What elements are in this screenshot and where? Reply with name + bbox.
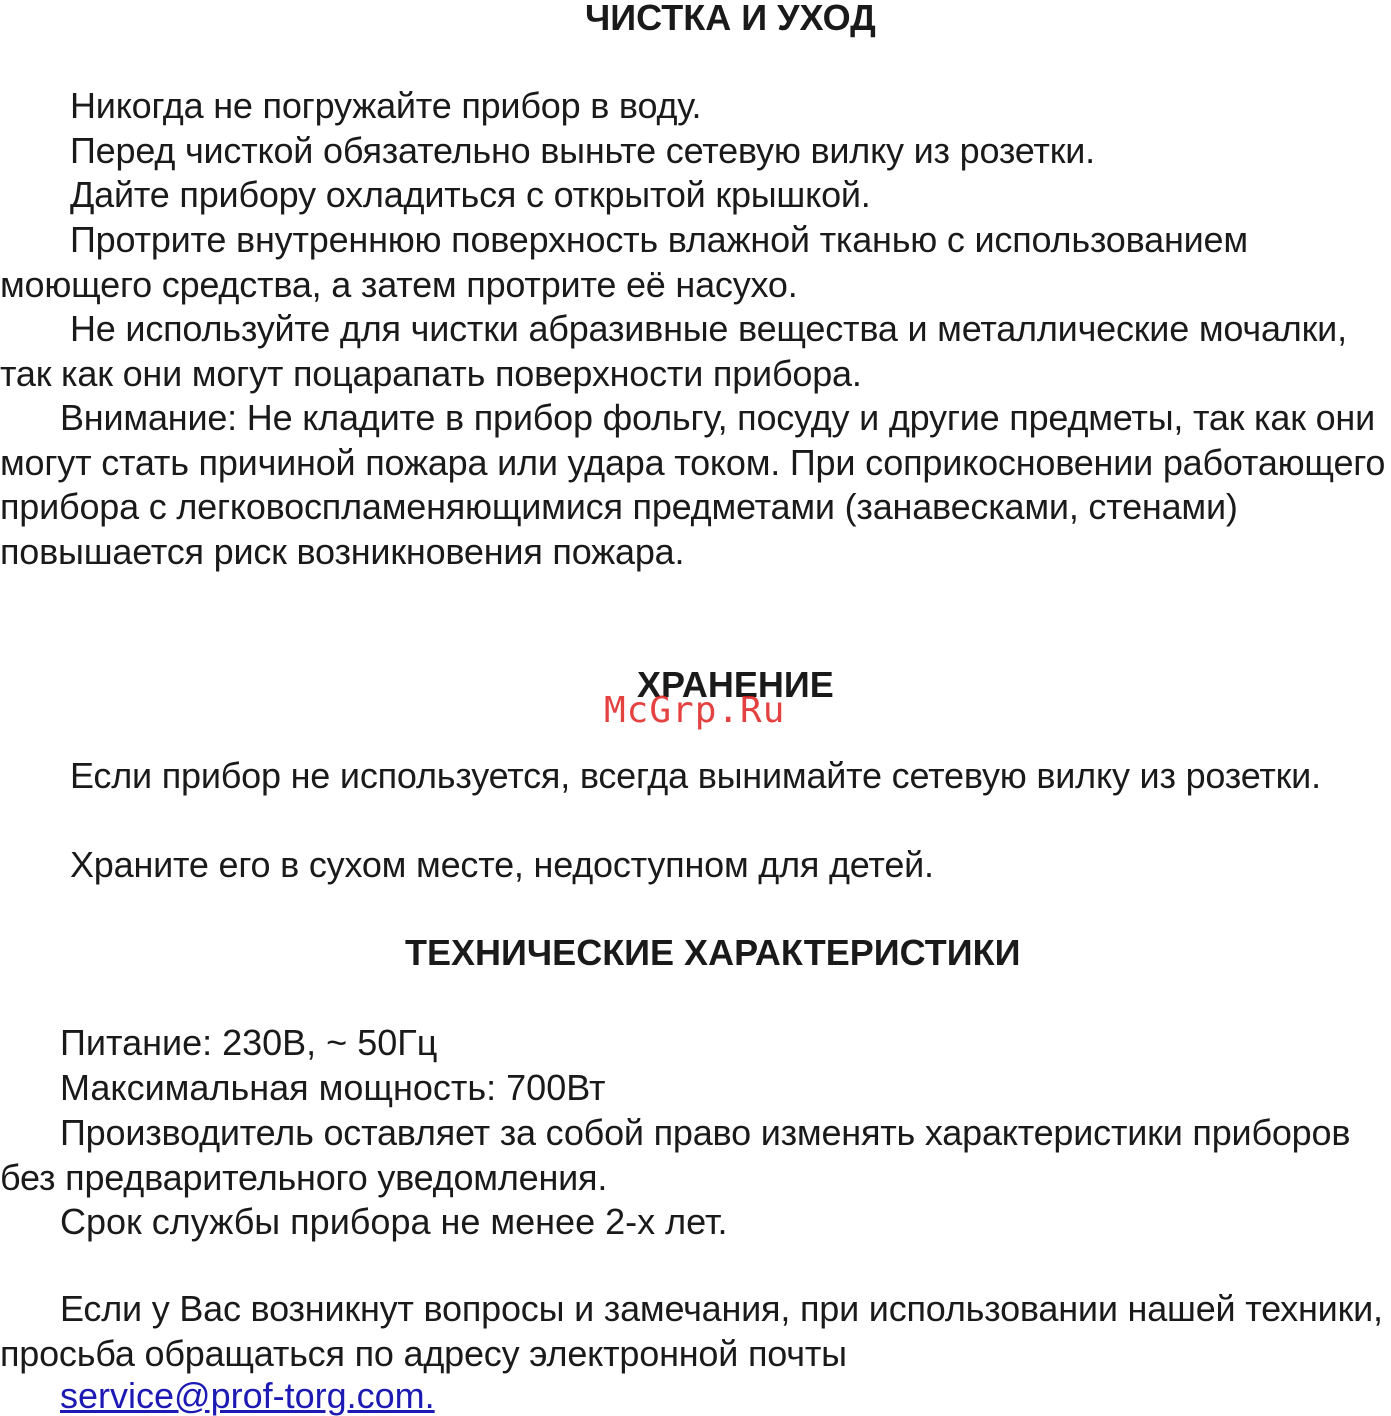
cleaning-paragraph-3: Дайте прибору охладиться с открытой крышкой. bbox=[70, 174, 871, 215]
cleaning-paragraph-2: Перед чисткой обязательно выньте сетевую вилку из розетки. bbox=[70, 130, 1095, 171]
cleaning-warning: Внимание: Не кладите в прибор фольгу, посуду и другие предметы, так как они могут стать причиной пожара или удара током. При соприкосновении работающего прибора с легковоспламеняющимися предметами (занавесками, стенами) повышается риск возникновения пожара. bbox=[0, 397, 1386, 572]
watermark: McGrp.Ru bbox=[604, 690, 786, 731]
spec-max-power: Максимальная мощность: 700Вт bbox=[60, 1067, 606, 1108]
spec-service-life: Срок службы прибора не менее 2-х лет. bbox=[60, 1201, 728, 1242]
spec-power-supply: Питание: 230В, ~ 50Гц bbox=[60, 1022, 438, 1063]
specs-title: ТЕХНИЧЕСКИЕ ХАРАКТЕРИСТИКИ bbox=[405, 932, 1021, 973]
spec-manufacturer-note: Производитель оставляет за собой право изменять характеристики приборов без предварительного уведомления. bbox=[0, 1112, 1351, 1198]
storage-paragraph-2: Храните его в сухом месте, недоступном для детей. bbox=[70, 844, 934, 885]
storage-paragraph-1: Если прибор не используется, всегда вынимайте сетевую вилку из розетки. bbox=[70, 755, 1321, 796]
email-link[interactable]: service@prof-torg.com. bbox=[60, 1375, 435, 1416]
contact-text: Если у Вас возникнут вопросы и замечания, при использовании нашей техники, просьба обращаться по адресу электронной почты bbox=[0, 1288, 1383, 1374]
storage-title: ХРАНЕНИЕ bbox=[637, 664, 834, 705]
cleaning-paragraph-4: Протрите внутреннюю поверхность влажной тканью с использованием моющего средства, а затем протрите её насухо. bbox=[0, 219, 1248, 305]
cleaning-title: ЧИСТКА И УХОД bbox=[585, 0, 876, 38]
cleaning-paragraph-1: Никогда не погружайте прибор в воду. bbox=[70, 85, 702, 126]
cleaning-paragraph-5: Не используйте для чистки абразивные вещества и металлические мочалки, так как они могут поцарапать поверхности прибора. bbox=[0, 308, 1347, 394]
